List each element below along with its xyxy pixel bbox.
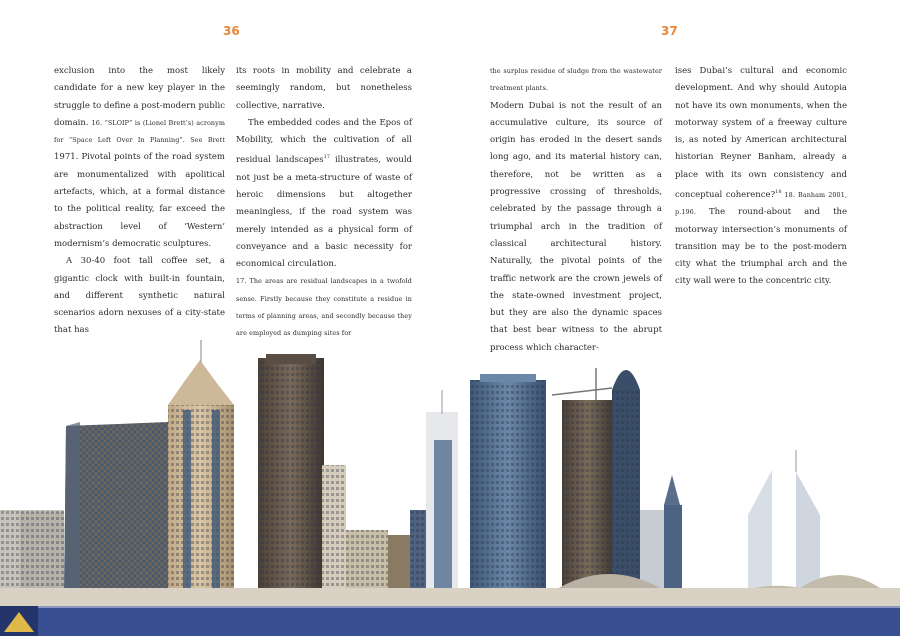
text-column-1 [54,63,225,340]
footnote-inline: 16. “SLOIP” is (Lionel Brett’s) acronym for “Space Left Over In Planning”. See Brett [54,118,226,145]
text-column-2 [236,63,412,343]
paragraph: Modern Dubai is not the result of an accumulative culture, its source of origin has eroded in the desert sands long ago, and its material history can, therefore, not be written as a progressive crossing of thresholds, celebrated by the passage through a triumphal arch in the tradition of classical architectural history. Naturally, the pivotal points of the traffic network are the crown jewels of the state-owned investment project, but they are also the dynamic spaces that best bear witness to the abrupt process which character- [490,100,662,353]
body-text: The round-about and the motorway intersection’s monuments of transition may be to the post-modern city what the triumphal arch and the city wall were to the concentric city. [675,207,847,287]
paragraph: A 30-40 foot tall coffee set, a gigantic clock with built-in fountain, and different synthetic natural scenarios adorn nexuses of a city-state that has [54,256,225,336]
dark-twin-tower [258,354,324,595]
right-towers [640,450,820,595]
page-number-right: 37 [661,24,678,38]
body-text: The embedded codes and the Epos of Mobility, which the cultivation of all residual landscapes [236,117,412,166]
blue-hoarding-fence [0,606,900,636]
text-column-4 [675,63,847,291]
paragraph [675,63,847,291]
text-column-3 [490,63,662,357]
blue-glass-tower [470,374,546,595]
footnote: 17. The areas are residual landscapes in a twofold sense. Firstly because they constitute a residue in terms of planning areas, and secondly because they are employed as dumping sites for [236,277,412,338]
paragraph [54,63,225,253]
body-text: ises Dubai’s cultural and economic development. And why should Autopia not have its own monuments, when the motorway system of a freeway culture is, as noted by American architectural historian Reyner Banham, already a place with its own consistency and conceptual coherence? [675,66,847,200]
footnote-marker: 17 [323,154,330,161]
crane-and-tower [552,368,614,595]
left-low-rise [0,510,64,590]
footnote-marker: 18 [775,189,782,196]
footnote-inline: 18. Banham 2001, p.196. [675,190,847,217]
page-number-left: 36 [223,24,240,38]
paragraph: its roots in mobility and celebrate a seemingly random, but nonetheless collective, narrative. [236,66,412,111]
footnote-continued: the surplus residue of sludge from the wastewater treatment plants. [490,67,662,93]
scaffolded-tower [64,422,168,595]
dubai-skyline-photo [0,330,900,636]
body-text: exclusion into the most likely candidate for a new key player in the struggle to define a post-modern public domain. [54,66,225,128]
tan-tower-pointed [168,340,234,595]
paragraph [236,115,412,274]
white-frame-tower [426,390,458,595]
curved-tower [612,370,640,595]
body-text: illustrates, would not just be a meta-structure of waste of heroic dimensions but altogether meaningless, if the road system was merely intended as a physical form of conveyance and a basic necessity for economical circulation. [236,155,413,270]
body-text: 1971. Pivotal points of the road system are monumentalized with apolitical artefacts, which, at a formal distance to the political reality, far exceed the abstraction level of ‘Western’ modernism’s democratic sculptures. [54,152,225,249]
